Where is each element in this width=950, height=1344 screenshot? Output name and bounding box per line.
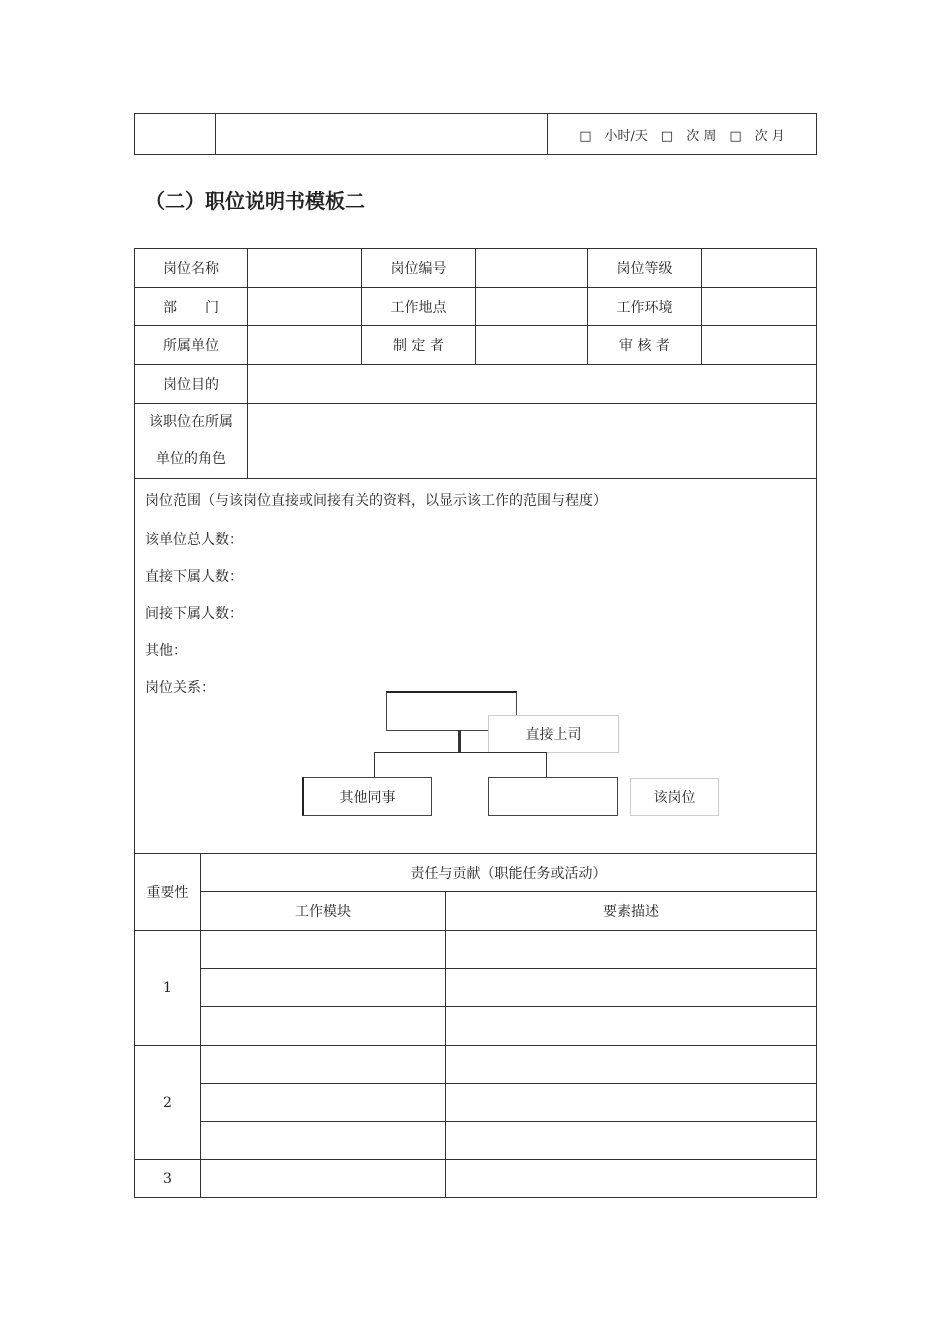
value-role[interactable] xyxy=(247,403,817,479)
value-work-environment[interactable] xyxy=(701,287,817,326)
org-connector-vertical xyxy=(458,730,461,753)
org-label-superior: 直接上司 xyxy=(488,715,619,753)
value-reviewer[interactable] xyxy=(701,325,817,365)
org-connector-horizontal xyxy=(374,752,547,753)
description-cell[interactable] xyxy=(445,1083,817,1122)
label-position-level: 岗位等级 xyxy=(587,248,702,288)
label-department: 部 门 xyxy=(134,287,248,326)
org-label-this-position: 该岗位 xyxy=(630,778,719,816)
scope-other: 其他： xyxy=(145,643,187,659)
module-cell[interactable] xyxy=(200,1121,446,1160)
importance-group-3: 3 xyxy=(134,1159,201,1198)
description-cell[interactable] xyxy=(445,1045,817,1084)
description-cell[interactable] xyxy=(445,930,817,969)
header-responsibilities: 责任与贡献（职能任务或活动） xyxy=(200,853,817,892)
label-author: 制 定 者 xyxy=(361,325,476,365)
value-position-name[interactable] xyxy=(247,248,362,288)
module-cell[interactable] xyxy=(200,1006,446,1046)
frequency-cell xyxy=(547,113,817,155)
value-purpose[interactable] xyxy=(247,364,817,404)
scope-indirect-reports: 间接下属人数： xyxy=(145,606,243,622)
importance-group-2: 2 xyxy=(134,1045,201,1160)
org-connector-left xyxy=(374,752,375,778)
header-element-description: 要素描述 xyxy=(445,891,817,931)
module-cell[interactable] xyxy=(200,1159,446,1198)
top-row-cell-2 xyxy=(215,113,548,155)
importance-group-1: 1 xyxy=(134,930,201,1046)
org-connector-right xyxy=(546,752,547,778)
value-department[interactable] xyxy=(247,287,362,326)
label-purpose: 岗位目的 xyxy=(134,364,248,404)
scope-direct-reports: 直接下属人数： xyxy=(145,569,243,585)
description-cell[interactable] xyxy=(445,1159,817,1198)
label-reviewer: 审 核 者 xyxy=(587,325,702,365)
frequency-text: □ 小时/天 □ 次 周 □ 次 月 xyxy=(579,128,785,144)
top-row-cell-1 xyxy=(134,113,216,155)
header-work-module: 工作模块 xyxy=(200,891,446,931)
module-cell[interactable] xyxy=(200,1083,446,1122)
value-work-location[interactable] xyxy=(475,287,588,326)
description-cell[interactable] xyxy=(445,968,817,1007)
module-cell[interactable] xyxy=(200,1045,446,1084)
section-title: （二）职位说明书模板二 xyxy=(145,189,365,213)
label-position-code: 岗位编号 xyxy=(361,248,476,288)
description-cell[interactable] xyxy=(445,1006,817,1046)
label-work-environment: 工作环境 xyxy=(587,287,702,326)
module-cell[interactable] xyxy=(200,968,446,1007)
scope-relations: 岗位关系： xyxy=(145,680,215,696)
org-box-this-position xyxy=(488,777,618,816)
org-box-colleagues: 其他同事 xyxy=(302,777,432,816)
description-cell[interactable] xyxy=(445,1121,817,1160)
scope-heading: 岗位范围（与该岗位直接或间接有关的资料，以显示该工作的范围与程度） xyxy=(145,493,607,509)
scope-total-staff: 该单位总人数： xyxy=(145,532,243,548)
header-importance: 重要性 xyxy=(134,853,201,931)
label-position-name: 岗位名称 xyxy=(134,248,248,288)
label-unit: 所属单位 xyxy=(134,325,248,365)
module-cell[interactable] xyxy=(200,930,446,969)
value-unit[interactable] xyxy=(247,325,362,365)
label-work-location: 工作地点 xyxy=(361,287,476,326)
value-author[interactable] xyxy=(475,325,588,365)
label-role: 该职位在所属 单位的角色 xyxy=(134,403,248,479)
value-position-level[interactable] xyxy=(701,248,817,288)
value-position-code[interactable] xyxy=(475,248,588,288)
